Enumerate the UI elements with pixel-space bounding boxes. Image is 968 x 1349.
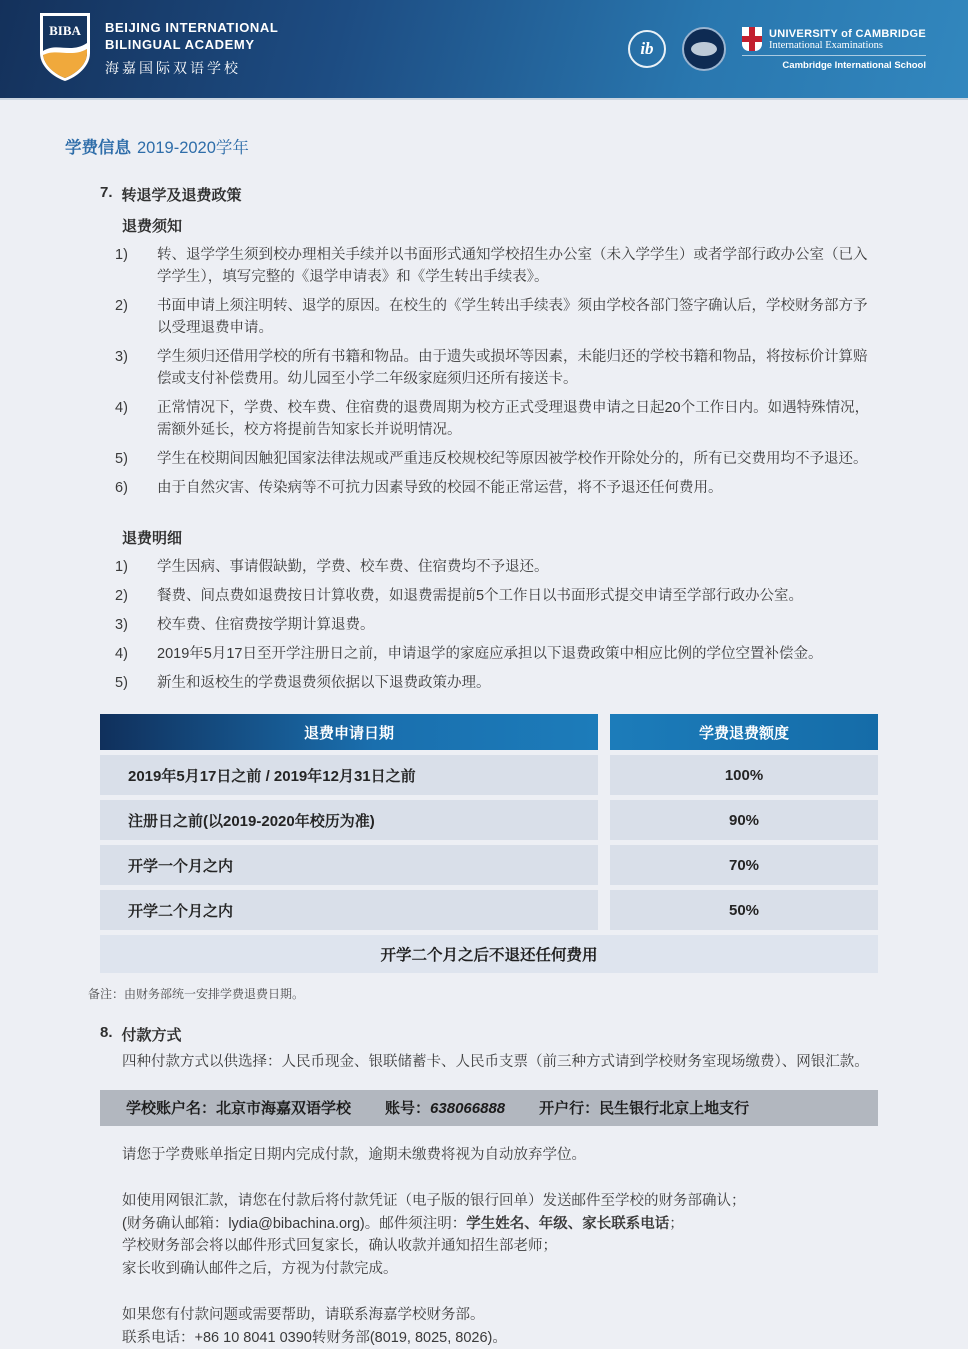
table-row: 2019年5月17日之前 / 2019年12月31日之前	[100, 755, 598, 795]
payment-intro: 四种付款方式以供选择：人民币现金、银联储蓄卡、人民币支票（前三种方式请到学校财务室现场缴费）、网银汇款。	[122, 1051, 880, 1074]
table-note: 备注：由财务部统一安排学费退费日期。	[88, 985, 878, 1002]
wire-line: (财务确认邮箱：lydia@bibachina.org)。邮件须注明：学生姓名、年级、家长联系电话；	[122, 1213, 878, 1236]
table-row: 注册日之前(以2019-2020年校历为准)	[100, 800, 598, 840]
wire-transfer-instructions	[122, 1190, 878, 1280]
section8-title: 付款方式	[122, 1024, 182, 1045]
account-name: 学校账户名：北京市海嘉双语学校	[126, 1097, 351, 1118]
cambridge-line3: Cambridge International School	[742, 55, 926, 71]
school-name-en: BEIJING INTERNATIONAL BILINGUAL ACADEMY	[105, 20, 278, 54]
ib-logo-icon: ib	[628, 30, 666, 68]
table-footer-row: 开学二个月之后不退还任何费用	[100, 935, 878, 973]
accreditation-logos	[628, 27, 926, 71]
table-row: 开学二个月之内	[100, 890, 598, 930]
table-cell-rate: 50%	[610, 890, 878, 930]
table-header-rate: 学费退费额度	[610, 714, 878, 750]
list-item: 1) 转、退学学生须到校办理相关手续并以书面形式通知学校招生办公室（未入学学生）或者学部行政办公室（已入学学生），填写完整的《退学申请表》和《学生转出手续表》。	[122, 244, 878, 288]
list-item: 4) 2019年5月17日至开学注册日之前，申请退学的家庭应承担以下退费政策中相应比例的学位空置补偿金。	[122, 643, 878, 665]
table-row: 开学一个月之内	[100, 845, 598, 885]
list-item: 5) 学生在校期间因触犯国家法律法规或严重违反校规校纪等原因被学校作开除处分的，所有已交费用均不予退还。	[122, 448, 878, 470]
section7-title: 转退学及退费政策	[122, 184, 242, 205]
wire-line: 家长收到确认邮件之后，方视为付款完成。	[122, 1258, 878, 1281]
refund-notice-heading: 退费须知	[122, 215, 878, 236]
help-line: 如果您有付款问题或需要帮助，请联系海嘉学校财务部。	[122, 1304, 878, 1327]
page-title-bold: 学费信息	[65, 139, 131, 157]
list-item: 3) 校车费、住宿费按学期计算退费。	[122, 614, 878, 636]
page-title-year: 2019-2020学年	[137, 139, 249, 157]
table-cell-rate: 70%	[610, 845, 878, 885]
cambridge-logo	[742, 27, 926, 71]
section8-number: 8.	[100, 1024, 113, 1045]
cambridge-line2: International Examinations	[769, 40, 926, 51]
biba-shield-logo-icon	[38, 11, 92, 88]
bank-account-bar	[100, 1090, 878, 1126]
list-item: 4) 正常情况下，学费、校车费、住宿费的退费周期为校方正式受理退费申请之日起20个工作日内。如遇特殊情况，需额外延长，校方将提前告知家长并说明情况。	[122, 397, 878, 441]
section7-number: 7.	[100, 184, 113, 205]
list-item: 3) 学生须归还借用学校的所有书籍和物品。由于遗失或损坏等因素，未能归还的学校书籍和物品，将按标价计算赔偿或支付补偿费用。幼儿园至小学二年级家庭须归还所有接送卡。	[122, 346, 878, 390]
contact-help	[122, 1304, 878, 1349]
wasc-logo-icon	[682, 27, 726, 71]
cambridge-line1: UNIVERSITY of CAMBRIDGE	[769, 28, 926, 40]
page-title	[65, 134, 968, 158]
account-number: 账号：638066888	[385, 1097, 505, 1118]
svg-text:BIBA: BIBA	[49, 23, 81, 38]
payment-deadline-note: 请您于学费账单指定日期内完成付款，逾期未缴费将视为自动放弃学位。	[122, 1144, 878, 1167]
table-cell-rate: 100%	[610, 755, 878, 795]
cambridge-shield-icon	[742, 27, 762, 51]
section8-heading	[100, 1024, 878, 1045]
page-header	[0, 0, 968, 100]
list-item: 5) 新生和返校生的学费退费须依据以下退费政策办理。	[122, 672, 878, 694]
contact-phone: 联系电话：+86 10 8041 0390转财务部(8019, 8025, 8026)。	[122, 1327, 878, 1349]
required-email-fields: 学生姓名、年级、家长联系电话	[466, 1216, 669, 1232]
wire-line: 如使用网银汇款，请您在付款后将付款凭证（电子版的银行回单）发送邮件至学校的财务部确认；	[122, 1190, 878, 1213]
table-header-date: 退费申请日期	[100, 714, 598, 750]
account-bank: 开户行：民生银行北京上地支行	[539, 1097, 749, 1118]
list-item: 2) 书面申请上须注明转、退学的原因。在校生的《学生转出手续表》须由学校各部门签字确认后，学校财务部方予以受理退费申请。	[122, 295, 878, 339]
school-name-cn: 海嘉国际双语学校	[105, 58, 278, 78]
section7-heading	[100, 184, 878, 205]
list-item: 6) 由于自然灾害、传染病等不可抗力因素导致的校园不能正常运营，将不予退还任何费用。	[122, 477, 878, 499]
list-item: 1) 学生因病、事请假缺勤，学费、校车费、住宿费均不予退还。	[122, 556, 878, 578]
refund-detail-heading: 退费明细	[122, 527, 878, 548]
document-body	[0, 100, 968, 1349]
refund-notice-list	[122, 244, 878, 499]
refund-policy-table	[100, 714, 878, 930]
table-cell-rate: 90%	[610, 800, 878, 840]
list-item: 2) 餐费、间点费如退费按日计算收费，如退费需提前5个工作日以书面形式提交申请至学部行政办公室。	[122, 585, 878, 607]
school-brand	[38, 11, 278, 88]
refund-detail-list	[122, 556, 878, 694]
wire-line: 学校财务部会将以邮件形式回复家长，确认收款并通知招生部老师；	[122, 1235, 878, 1258]
